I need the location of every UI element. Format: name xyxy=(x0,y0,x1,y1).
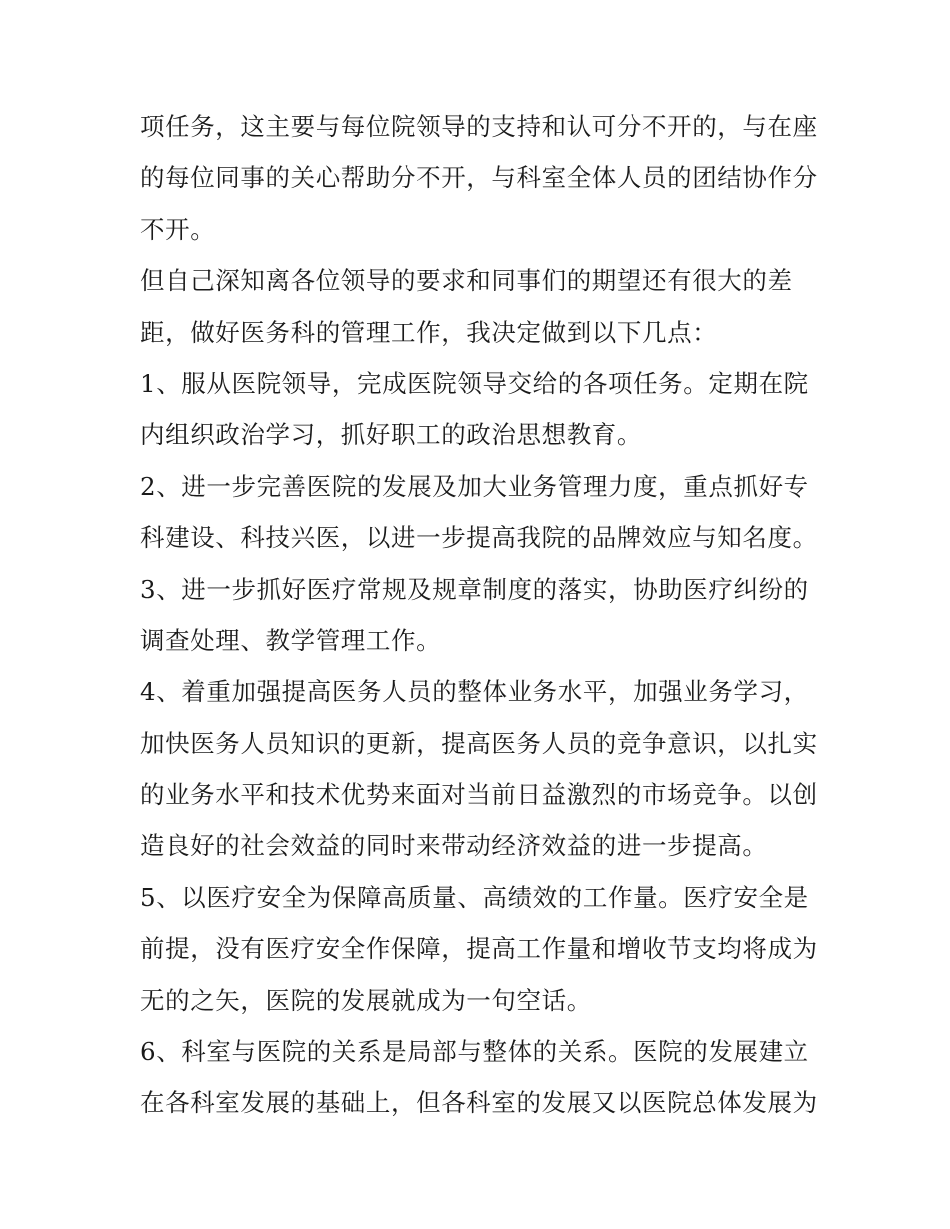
text-line: 项任务，这主要与每位院领导的支持和认可分不开的，与在座 xyxy=(140,112,818,141)
text-line: 无的之矢，医院的发展就成为一句空话。 xyxy=(140,985,592,1015)
text-line: 的每位同事的关心帮助分不开，与科室全体人员的团结协作分 xyxy=(140,163,818,193)
text-line: 距，做好医务科的管理工作，我决定做到以下几点： xyxy=(140,317,718,347)
text-line: 不开。 xyxy=(140,214,216,244)
text-line: 在各科室发展的基础上，但各科室的发展又以医院总体发展为 xyxy=(140,1088,818,1118)
text-line: 科建设、科技兴医，以进一步提高我院的品牌效应与知名度。 xyxy=(140,523,818,553)
text-line: 前提，没有医疗安全作保障，提高工作量和增收节支均将成为 xyxy=(140,934,818,964)
text-line: 6、科室与医院的关系是局部与整体的关系。医院的发展建立 xyxy=(140,1037,809,1067)
text-line: 1、服从医院领导，完成医院领导交给的各项任务。定期在院 xyxy=(140,368,809,398)
text-line: 调查处理、教学管理工作。 xyxy=(140,625,442,655)
text-line: 的业务水平和技术优势来面对当前日益激烈的市场竞争。以创 xyxy=(140,780,818,810)
text-line: 内组织政治学习，抓好职工的政治思想教育。 xyxy=(140,420,642,450)
document-page xyxy=(140,101,820,1129)
text-line: 2、进一步完善医院的发展及加大业务管理力度，重点抓好专 xyxy=(140,471,809,501)
text-line: 加快医务人员知识的更新，提高医务人员的竞争意识，以扎实 xyxy=(140,728,818,758)
text-line: 造良好的社会效益的同时来带动经济效益的进一步提高。 xyxy=(140,831,768,861)
text-line: 3、进一步抓好医疗常规及规章制度的落实，协助医疗纠纷的 xyxy=(140,574,809,604)
text-line: 4、着重加强提高医务人员的整体业务水平，加强业务学习， xyxy=(140,677,809,707)
text-line: 5、以医疗安全为保障高质量、高绩效的工作量。医疗安全是 xyxy=(140,882,809,912)
text-line: 但自己深知离各位领导的要求和同事们的期望还有很大的差 xyxy=(140,266,793,296)
